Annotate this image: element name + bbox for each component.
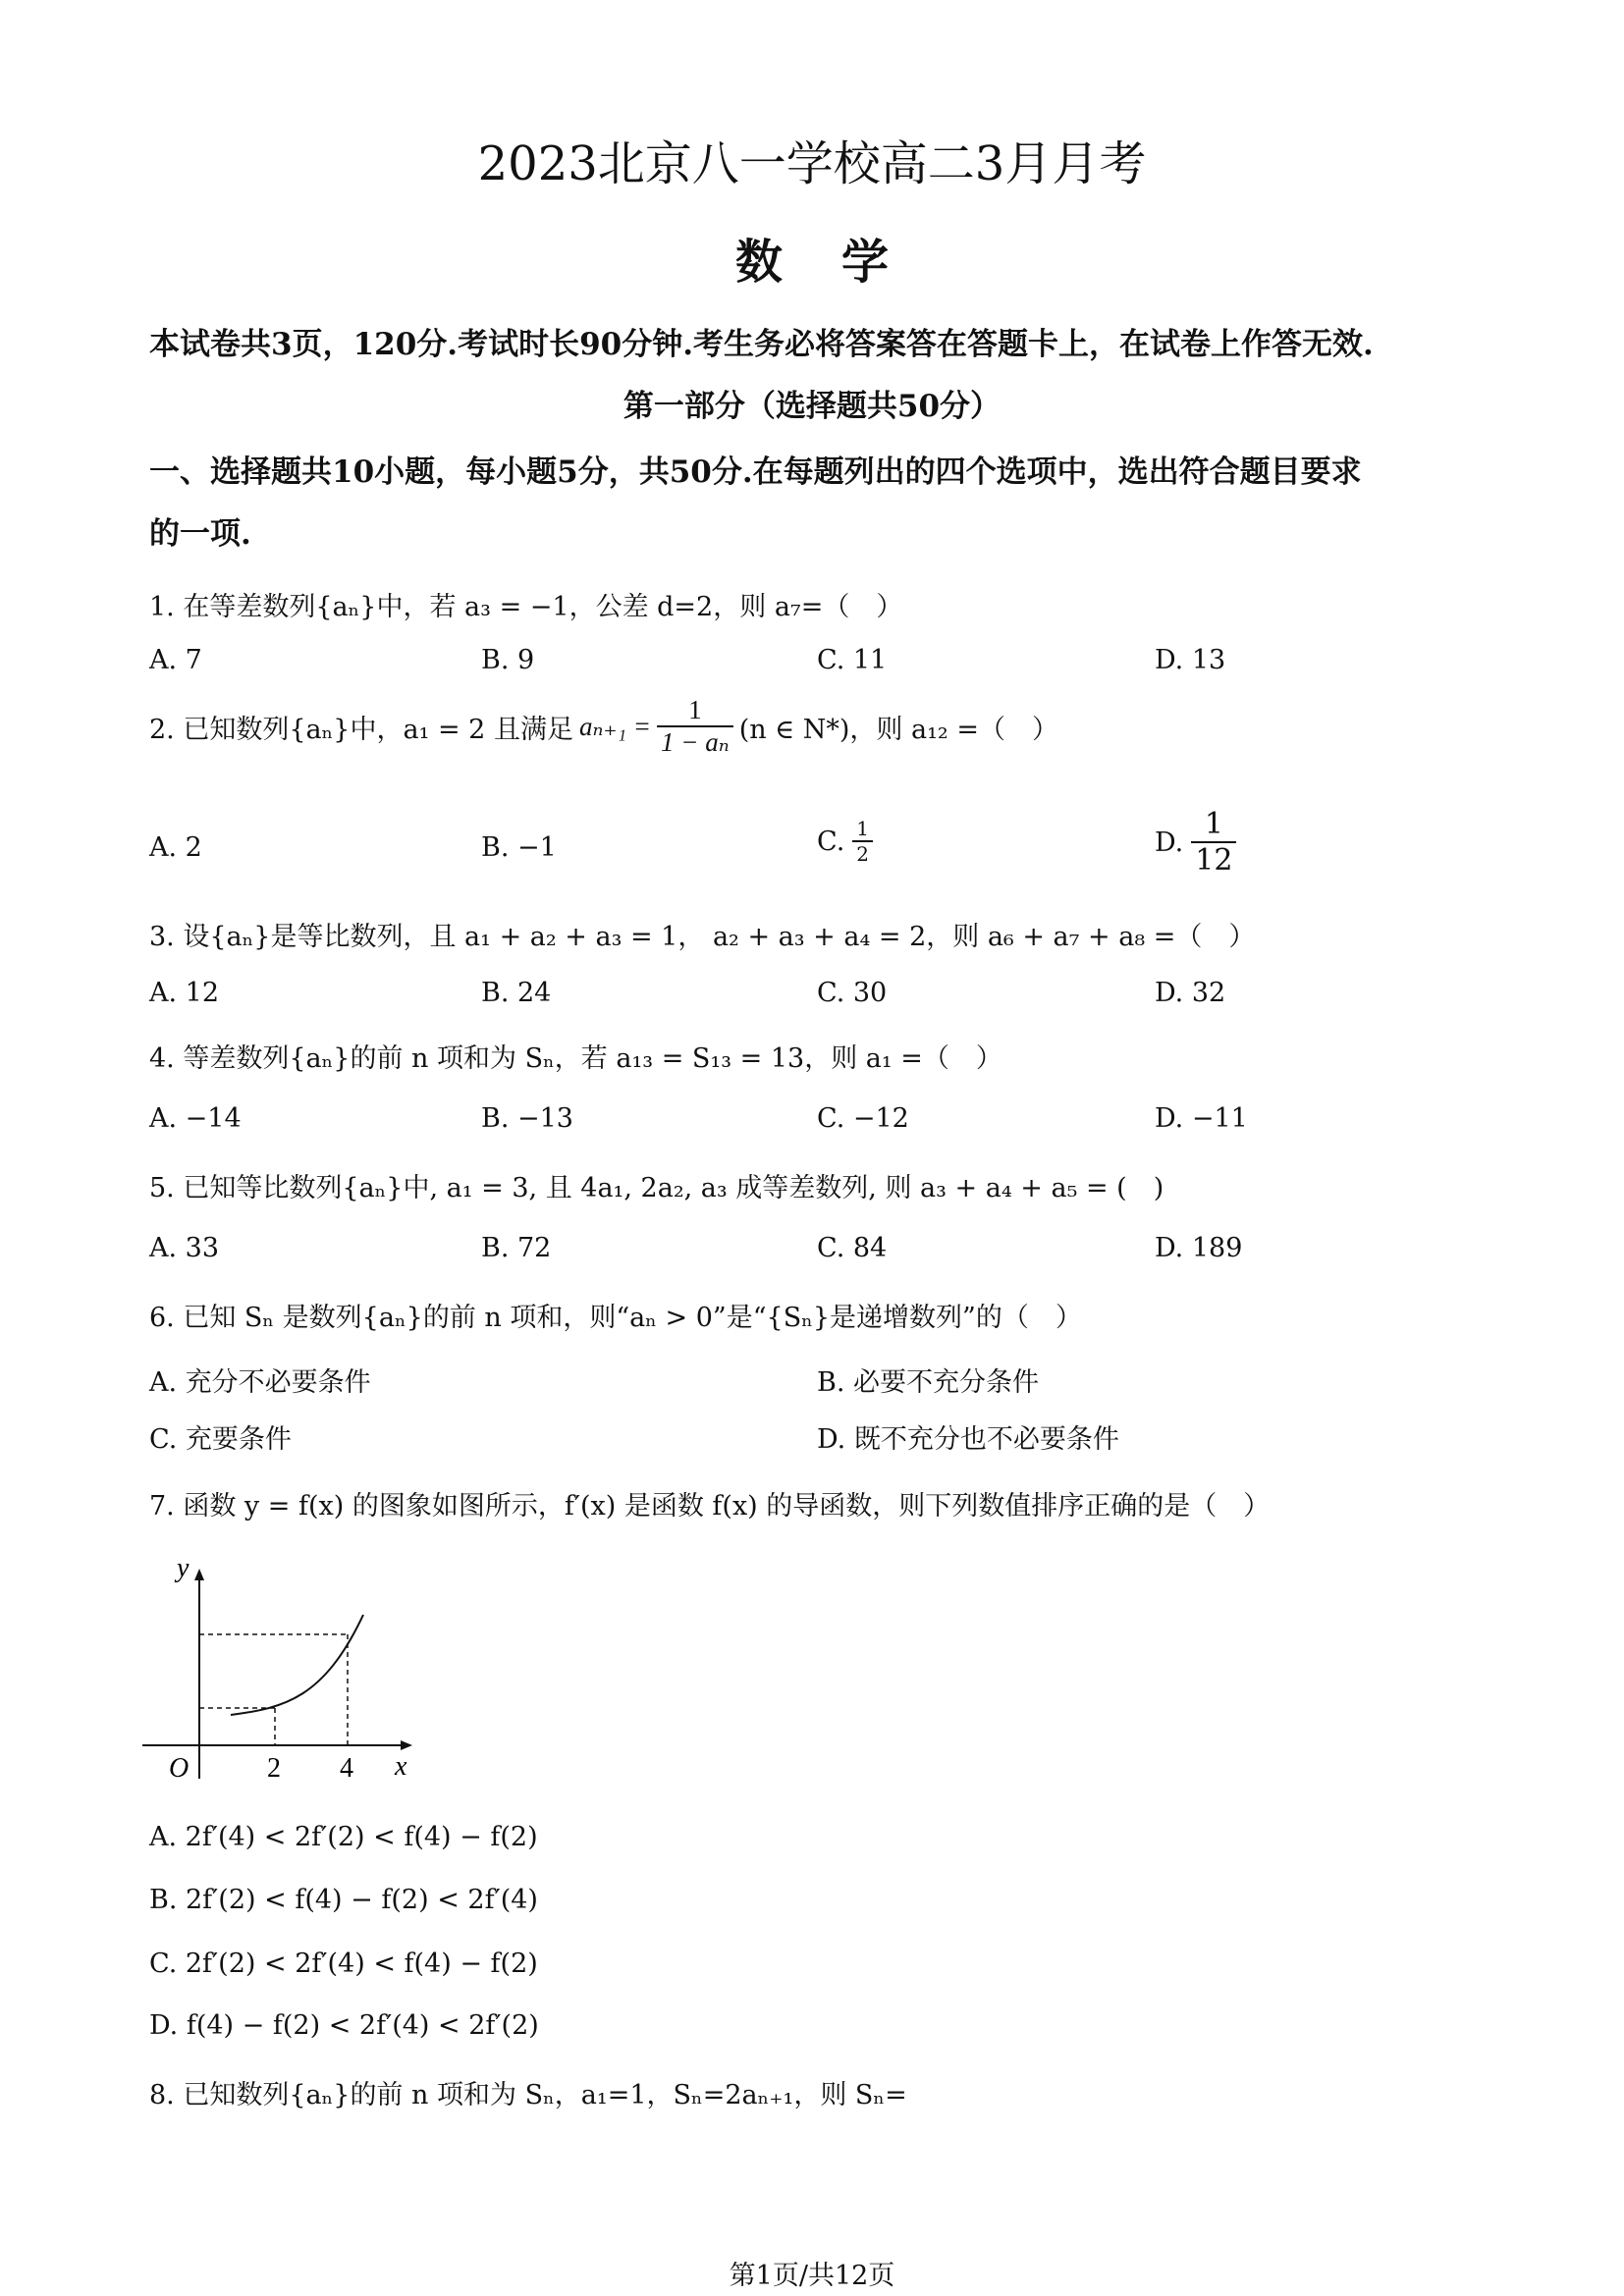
q7-option-d: D. f(4) − f(2) < 2f′(4) < 2f′(2)	[149, 2010, 539, 2041]
q2-option-d-numerator: 1	[1191, 807, 1236, 843]
q1-option-b: B. 9	[481, 645, 535, 675]
q1-option-d: D. 13	[1155, 645, 1226, 675]
question-7-stem: 7. 函数 y = f(x) 的图象如图所示，f′(x) 是函数 f(x) 的导函数，则下列数值排序正确的是（ ）	[149, 1491, 1271, 1522]
q1-option-a: A. 7	[149, 645, 202, 675]
q2-option-d-denominator: 12	[1195, 843, 1233, 878]
q3-option-d: D. 32	[1155, 978, 1226, 1008]
q2-option-c-label: C.	[817, 826, 845, 857]
y-axis-arrow	[194, 1569, 204, 1580]
q5-option-a: A. 33	[149, 1233, 220, 1263]
q2-option-c-fraction	[852, 817, 873, 866]
q2-option-d-fraction	[1191, 807, 1236, 878]
q4-option-d: D. −11	[1155, 1103, 1248, 1134]
q2-fraction	[657, 695, 733, 758]
q2-option-a: A. 2	[149, 832, 202, 863]
q4-option-c: C. −12	[817, 1103, 909, 1134]
q4-option-a: A. −14	[149, 1103, 242, 1134]
q2-suffix: (n ∈ N*)，则 a₁₂ =（ ）	[738, 714, 1058, 745]
q6-option-b: B. 必要不充分条件	[817, 1367, 1040, 1398]
q7-option-a: A. 2f′(4) < 2f′(2) < f(4) − f(2)	[149, 1822, 538, 1852]
section-heading-line1: 一、选择题共10小题，每小题5分，共50分.在每题列出的四个选项中，选出符合题目要求	[149, 454, 1362, 490]
q2-option-c	[817, 817, 873, 866]
y-axis-label: y	[177, 1553, 189, 1583]
q3-option-c: C. 30	[817, 978, 888, 1008]
q2-option-d	[1155, 807, 1236, 878]
function-curve	[231, 1615, 363, 1715]
x-axis-label: x	[395, 1751, 407, 1782]
q5-option-d: D. 189	[1155, 1233, 1243, 1263]
part-heading: 第一部分（选择题共50分）	[623, 389, 1001, 424]
q7-option-b: B. 2f′(2) < f(4) − f(2) < 2f′(4)	[149, 1885, 538, 1915]
q2-fraction-denominator: 1 − aₙ	[661, 727, 730, 757]
section-heading-line2: 的一项.	[149, 516, 251, 552]
origin-label: O	[169, 1753, 189, 1784]
q1-option-c: C. 11	[817, 645, 888, 675]
question-6-stem: 6. 已知 Sₙ 是数列{aₙ}的前 n 项和，则“aₙ > 0”是“{Sₙ}是递增数列”的（ ）	[149, 1303, 1082, 1333]
x-axis-arrow	[401, 1740, 412, 1750]
q5-option-b: B. 72	[481, 1233, 552, 1263]
q6-option-d: D. 既不充分也不必要条件	[817, 1424, 1119, 1455]
question-8-stem: 8. 已知数列{aₙ}的前 n 项和为 Sₙ，a₁=1，Sₙ=2aₙ₊₁，则 Sₙ=	[149, 2080, 907, 2110]
q3-option-a: A. 12	[149, 978, 220, 1008]
q2-lhs: aₙ₊₁ =	[578, 711, 652, 741]
exam-notice: 本试卷共3页，120分.考试时长90分钟.考生务必将答案答在答题卡上，在试卷上作答无效.	[149, 327, 1374, 362]
tick-label-2: 2	[267, 1753, 281, 1784]
q7-function-graph	[137, 1551, 432, 1787]
q6-option-a: A. 充分不必要条件	[149, 1367, 371, 1398]
q2-prefix: 2. 已知数列{aₙ}中，a₁ = 2 且满足	[149, 714, 573, 745]
q4-option-b: B. −13	[481, 1103, 573, 1134]
page-title: 2023北京八一学校高二3月月考	[477, 136, 1147, 191]
q6-option-c: C. 充要条件	[149, 1424, 292, 1455]
q2-option-d-label: D.	[1155, 827, 1184, 858]
question-2-stem	[149, 695, 1058, 758]
q7-option-c: C. 2f′(2) < 2f′(4) < f(4) − f(2)	[149, 1949, 538, 1979]
q5-option-c: C. 84	[817, 1233, 888, 1263]
q2-option-c-denominator: 2	[856, 842, 870, 866]
page-footer: 第1页/共12页	[729, 2261, 895, 2291]
tick-label-4: 4	[340, 1753, 353, 1784]
question-1-stem: 1. 在等差数列{aₙ}中，若 a₃ = −1，公差 d=2，则 a₇=（ ）	[149, 592, 903, 622]
q2-option-b: B. −1	[481, 832, 557, 863]
question-3-stem: 3. 设{aₙ}是等比数列，且 a₁ + a₂ + a₃ = 1， a₂ + a₃ + a₄ = 2，则 a₆ + a₇ + a₈ =（ ）	[149, 922, 1256, 952]
question-4-stem: 4. 等差数列{aₙ}的前 n 项和为 Sₙ，若 a₁₃ = S₁₃ = 13，则 a₁ =（ ）	[149, 1043, 1002, 1074]
question-5-stem: 5. 已知等比数列{aₙ}中, a₁ = 3, 且 4a₁, 2a₂, a₃ 成等差数列, 则 a₃ + a₄ + a₅ = ( )	[149, 1173, 1164, 1203]
q3-option-b: B. 24	[481, 978, 552, 1008]
q2-fraction-numerator: 1	[657, 695, 733, 727]
q2-option-c-numerator: 1	[852, 817, 873, 842]
subject-title: 数学	[734, 235, 947, 290]
